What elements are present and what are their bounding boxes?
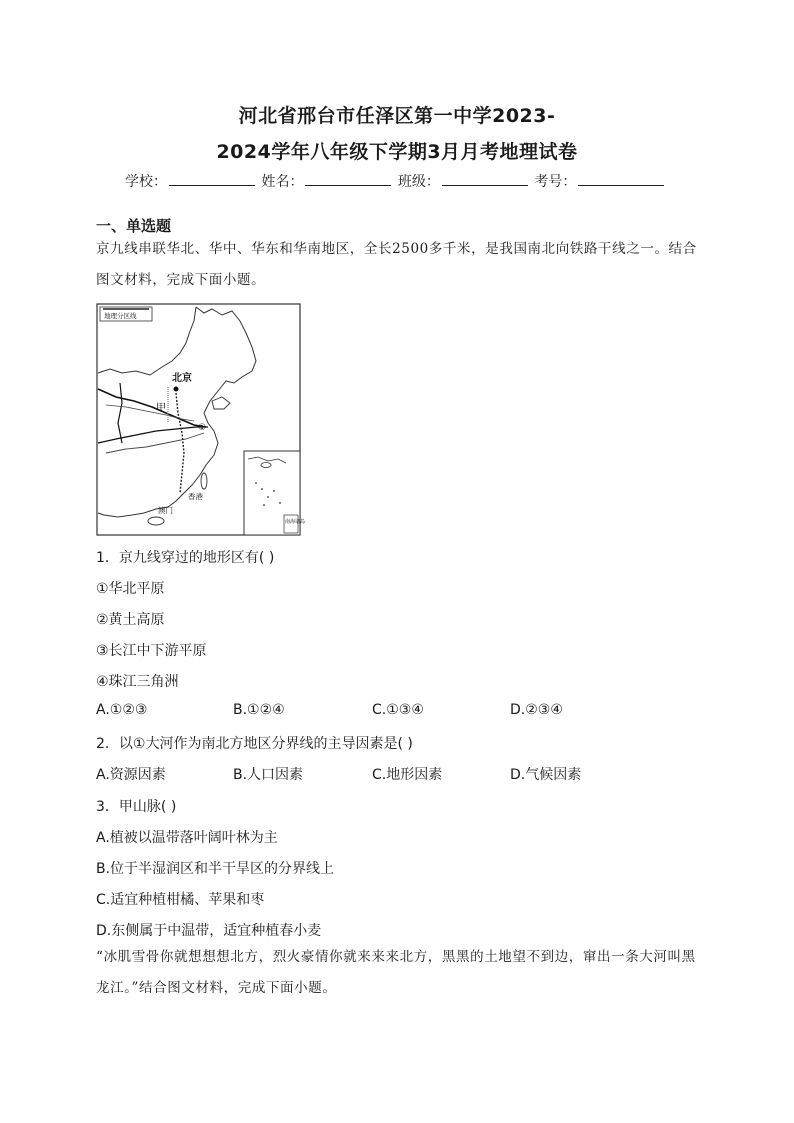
map-label-macau: 澳门 <box>158 506 173 515</box>
question-1-option-a[interactable]: A.①②③ <box>96 702 148 718</box>
map-label-beijing: 北京 <box>172 373 192 384</box>
map-label-nanhai: 南海诸岛 <box>285 519 306 525</box>
material-paragraph-1: 京九线串联华北、华中、华东和华南地区，全长2500多千米，是我国南北向铁路干线之一。结合图文材料，完成下面小题。 <box>96 241 697 288</box>
exam-title-line2: 2024学年八年级下学期3月月考地理试卷 <box>216 141 578 163</box>
question-1-item-1: ①华北平原 <box>96 581 165 597</box>
question-1-stem: 1．京九线穿过的地形区有( ) <box>96 550 275 566</box>
question-1-item-3: ③长江中下游平原 <box>96 643 207 659</box>
question-2-stem: 2．以①大河作为南北方地区分界线的主导因素是( ) <box>96 736 413 752</box>
section-title: 一、单选题 <box>96 217 172 235</box>
exam-title-line1: 河北省邢台市任泽区第一中学2023- <box>238 105 556 127</box>
question-3-option-c[interactable]: C.适宜种植柑橘、苹果和枣 <box>96 892 265 908</box>
material-paragraph-2: “冰肌雪骨你就想想想北方，烈火豪情你就来来来北方，黑黑的土地望不到边，窜出一条大河叫黑龙江。”结合图文材料，完成下面小题。 <box>96 949 696 996</box>
class-blank <box>442 172 528 186</box>
exam-no-label: 考号： <box>534 174 577 190</box>
question-3-option-a[interactable]: A.植被以温带落叶阔叶林为主 <box>96 830 278 846</box>
question-3-option-d[interactable]: D.东侧属于中温带，适宜种植春小麦 <box>96 923 322 939</box>
name-blank <box>305 172 391 186</box>
exam-no-blank <box>578 172 664 186</box>
question-2-option-d[interactable]: D.气候因素 <box>510 767 582 783</box>
question-2-option-b[interactable]: B.人口因素 <box>233 767 304 783</box>
question-2-options <box>96 764 716 784</box>
question-1-item-4: ④珠江三角洲 <box>96 674 179 690</box>
class-label: 班级： <box>397 174 440 190</box>
question-1-option-c[interactable]: C.①③④ <box>372 702 424 718</box>
question-2-option-a[interactable]: A.资源因素 <box>96 767 166 783</box>
map-legend-label: 地理分区线 <box>104 312 137 320</box>
question-1-option-d[interactable]: D.②③④ <box>510 702 563 718</box>
school-blank <box>169 172 255 186</box>
question-1-options <box>96 702 716 722</box>
map-label-jia: 甲 <box>156 403 166 414</box>
map-label-1: ① <box>198 423 207 433</box>
name-label: 姓名： <box>261 174 304 190</box>
question-1-item-2: ②黄土高原 <box>96 612 165 628</box>
question-3-option-b[interactable]: B.位于半湿润区和半干旱区的分界线上 <box>96 861 335 877</box>
question-1-option-b[interactable]: B.①②④ <box>233 702 285 718</box>
question-3-stem: 3．甲山脉( ) <box>96 799 177 815</box>
question-2-option-c[interactable]: C.地形因素 <box>372 767 443 783</box>
china-railway-map <box>96 303 306 536</box>
student-info-row <box>125 171 666 191</box>
school-label: 学校： <box>125 174 167 190</box>
map-label-hongkong: 香港 <box>188 492 203 501</box>
